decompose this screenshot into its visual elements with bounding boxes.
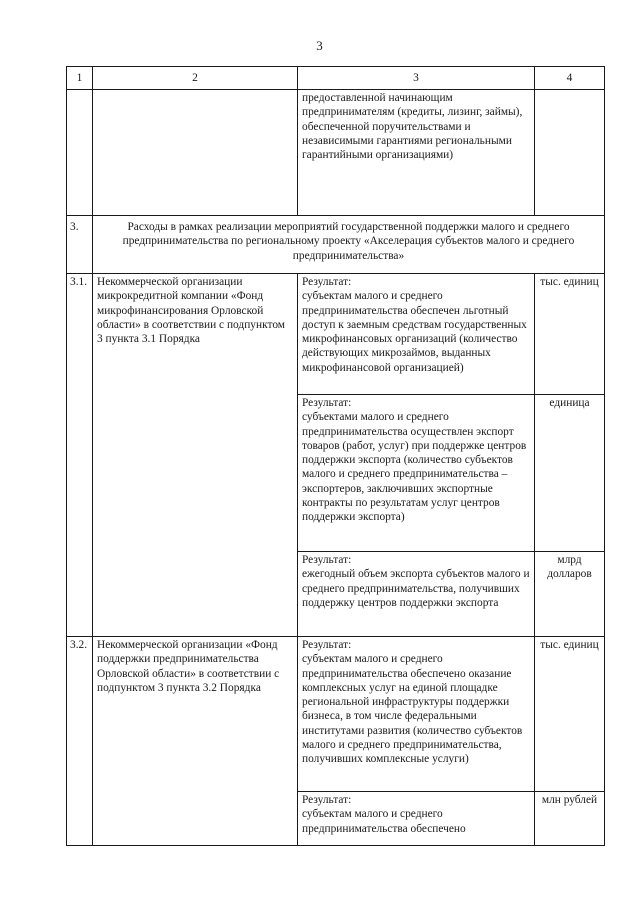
table-row — [67, 90, 605, 216]
result-text: субъектами малого и среднего предпринимательства осуществлен экспорт товаров (работ, услуг) при поддержке центров поддержки экспорта (количество субъектов малого и среднего предпринимательства – экспортеров, заключивших экспортные контракты по результатам услуг центров поддержки экспорта) — [302, 411, 527, 524]
page-number: 3 — [316, 38, 323, 53]
result-label: Результат: — [302, 554, 352, 566]
indicators-table — [66, 66, 605, 846]
organization-cell: Некоммерческой организации «Фонд поддержки предпринимательства Орловской области» в соответствии с подпунктом 3 пункта 3.2 Порядка — [93, 637, 298, 846]
result-cell — [298, 552, 535, 637]
row-number: 3.2. — [67, 637, 93, 846]
result-text: субъектам малого и среднего предпринимательства обеспечено оказание комплексных услуг на единой площадке региональной инфраструктуры поддержки бизнеса, в том числе федеральными институтами развития (количество субъектов малого и среднего предпринимательства, получивших комплексные услуги) — [302, 653, 523, 766]
result-label: Результат: — [302, 639, 352, 651]
empty-cell — [93, 90, 298, 216]
organization-cell: Некоммерческой организации микрокредитной компании «Фонд микрофинансирования Орловской области» в соответствии с подпунктом 3 пункта 3.1 Порядка — [93, 274, 298, 637]
column-header: 1 — [67, 67, 93, 90]
result-label: Результат: — [302, 276, 352, 288]
section-row — [67, 216, 605, 274]
result-cell — [298, 274, 535, 395]
unit-cell: тыс. единиц — [535, 637, 605, 792]
result-text: субъектам малого и среднего предпринимательства обеспечен льготный доступ к заемным средствам государственных микрофинансовых организаций (количество действующих микрозаймов, выданных микрофинансовой организацией) — [302, 290, 527, 374]
continuation-text: предоставленной начинающим предпринимателям (кредиты, лизинг, займы), обеспеченной поручительствами и независимыми гарантиями региональными гарантийными организациями) — [298, 90, 535, 216]
unit-cell: тыс. единиц — [535, 274, 605, 395]
result-text: ежегодный объем экспорта субъектов малого и среднего предпринимательства, получивших поддержку центров поддержки экспорта — [302, 568, 530, 609]
section-title: Расходы в рамках реализации мероприятий государственной поддержки малого и среднего предпринимательства по региональному проекту «Акселерация субъектов малого и среднего предпринимательства» — [93, 216, 605, 274]
column-header: 3 — [298, 67, 535, 90]
result-label: Результат: — [302, 794, 352, 806]
column-header: 2 — [93, 67, 298, 90]
row-number: 3.1. — [67, 274, 93, 637]
empty-cell — [535, 90, 605, 216]
empty-cell — [67, 90, 93, 216]
table-header-row — [67, 67, 605, 90]
result-text: субъектам малого и среднего предпринимательства обеспечено — [302, 808, 466, 835]
unit-cell: единица — [535, 395, 605, 552]
section-number: 3. — [67, 216, 93, 274]
result-cell — [298, 637, 535, 792]
unit-cell: млн рублей — [535, 792, 605, 846]
result-cell — [298, 792, 535, 846]
column-header: 4 — [535, 67, 605, 90]
result-cell — [298, 395, 535, 552]
table-row — [67, 274, 605, 395]
table-row — [67, 637, 605, 792]
result-label: Результат: — [302, 397, 352, 409]
unit-cell: млрд долларов — [535, 552, 605, 637]
